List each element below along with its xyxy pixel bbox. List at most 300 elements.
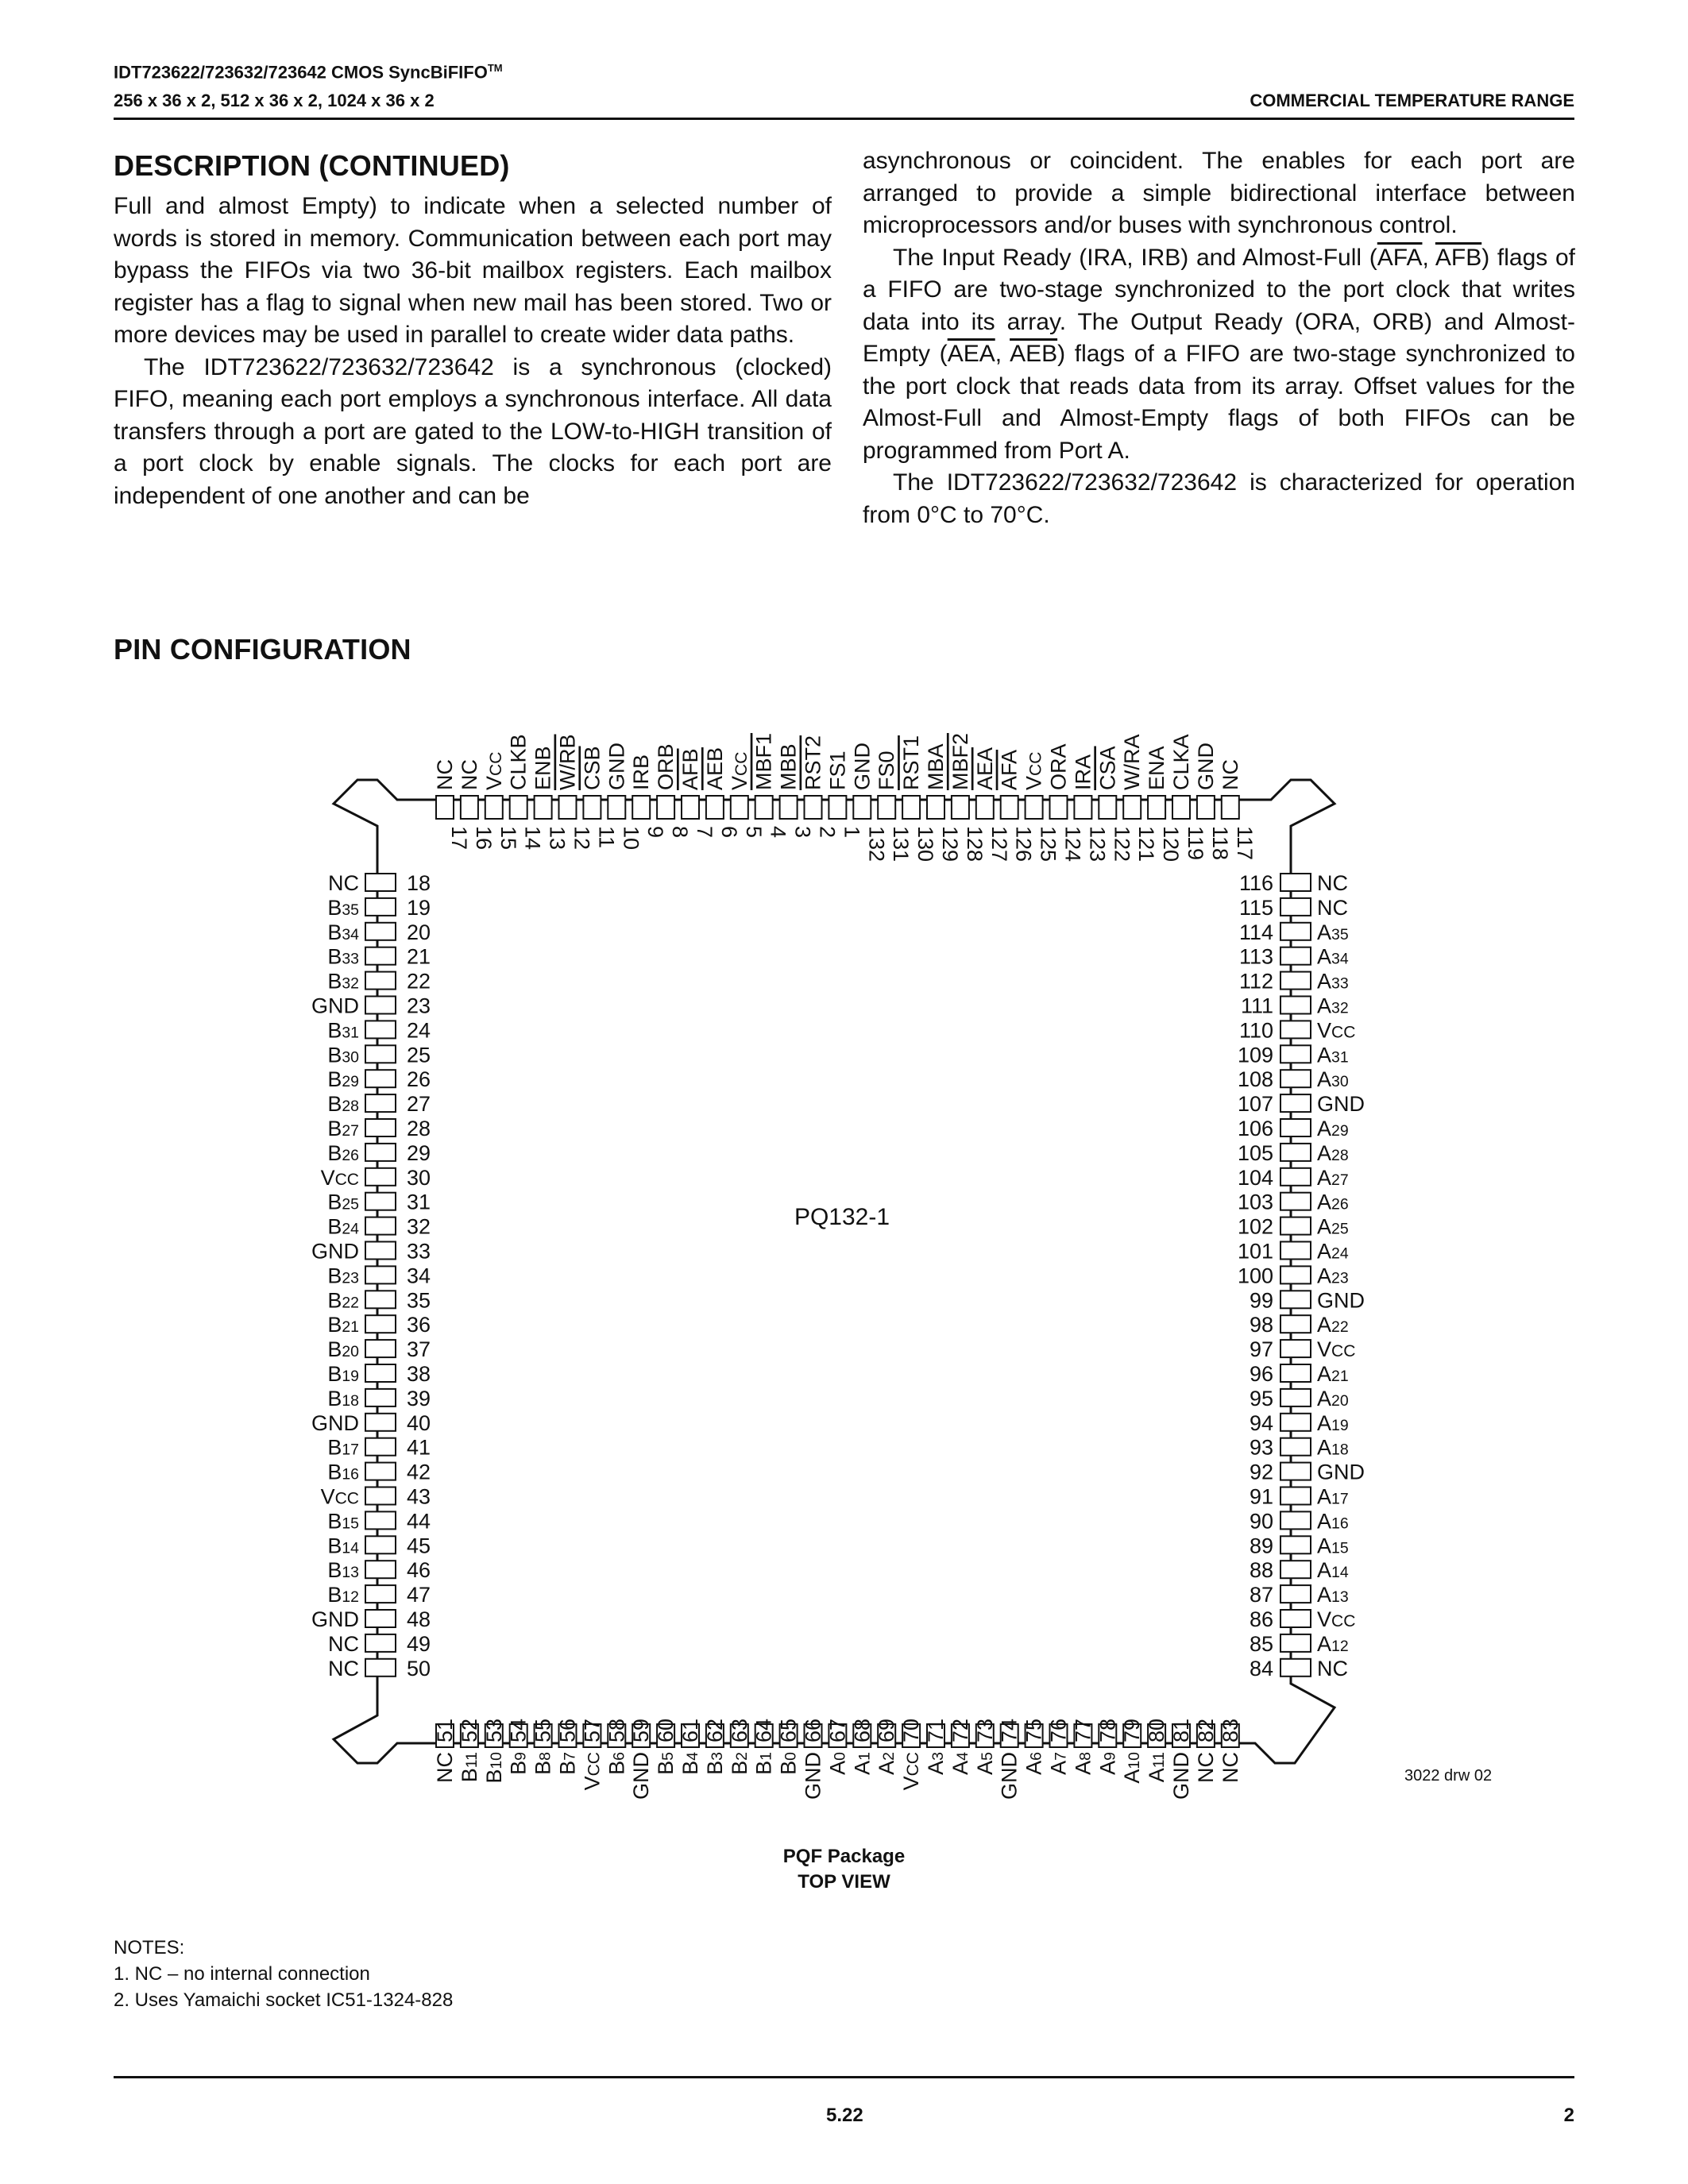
pin-number: 28: [407, 1117, 431, 1140]
pin-number: 7: [693, 826, 717, 839]
pin-number: 87: [1249, 1583, 1273, 1607]
pin-number: 78: [1095, 1719, 1120, 1743]
pin-name: A18: [1317, 1435, 1349, 1460]
pin-pad: [365, 1315, 396, 1333]
pin-name: A26: [1317, 1190, 1349, 1214]
pin-name: A24: [1317, 1239, 1349, 1264]
pin-name: GND: [1169, 1752, 1193, 1800]
description-heading: DESCRIPTION (CONTINUED): [114, 149, 510, 182]
pin-name: B11: [457, 1752, 481, 1783]
pin-name: A33: [1317, 969, 1349, 994]
pin-number: 23: [407, 994, 431, 1018]
pin-number: 54: [506, 1719, 531, 1743]
pin-name: VCC: [481, 751, 506, 790]
pin-number: 49: [407, 1631, 431, 1656]
aeb-signal: $\overline{AEB}$: [1010, 341, 1058, 367]
pin-number: 108: [1237, 1067, 1273, 1092]
pin-name: GND: [629, 1752, 654, 1800]
pin-name: GND: [311, 1607, 359, 1631]
pin-name: A29: [1317, 1117, 1349, 1140]
pin-number: 98: [1249, 1313, 1273, 1337]
pin-name: A2: [875, 1752, 899, 1775]
pin-number: 95: [1249, 1386, 1273, 1410]
pin-number: 91: [1249, 1484, 1273, 1509]
pin-name: IRB: [629, 754, 654, 790]
pin-name: NC: [1218, 759, 1242, 790]
pin-name: MBF1: [751, 732, 776, 790]
pin-number: 12: [570, 826, 594, 851]
pin-name: FS1: [825, 751, 850, 790]
pin-name: B16: [327, 1460, 359, 1484]
pin-number: 64: [751, 1719, 776, 1743]
pin-name: A17: [1317, 1484, 1349, 1509]
pin-pad: [365, 1659, 396, 1677]
pin-name: FS0: [875, 751, 899, 790]
pin-pad: [1280, 1193, 1311, 1210]
pin-pad: [1280, 1291, 1311, 1308]
document-title: IDT723622/723632/723642 CMOS SyncBiFIFO™: [114, 62, 503, 83]
pin-name: NC: [328, 1631, 359, 1656]
pin-number: 74: [997, 1719, 1022, 1743]
pin-number: 109: [1237, 1043, 1273, 1067]
pin-name: CSA: [1095, 746, 1120, 790]
pin-name: NC: [433, 1752, 457, 1783]
pin-name: B2: [727, 1752, 751, 1775]
package-outline: [334, 780, 1335, 1763]
pin-pad: [1280, 1045, 1311, 1063]
pin-pad: [1074, 796, 1091, 819]
pin-name: ENB: [531, 746, 555, 790]
pin-pad: [1280, 1463, 1311, 1480]
pin-name: B18: [327, 1386, 359, 1410]
pin-number: 94: [1249, 1410, 1273, 1435]
pin-number: 120: [1159, 826, 1184, 862]
pin-number: 125: [1036, 826, 1060, 862]
pin-number: 119: [1184, 826, 1207, 861]
pin-number: 60: [654, 1719, 678, 1743]
pin-name: ORA: [1046, 743, 1071, 790]
pin-number: 47: [407, 1583, 431, 1607]
pin-name: VCC: [1317, 1018, 1356, 1043]
pin-number: 82: [1193, 1719, 1218, 1743]
pin-pad: [1280, 1168, 1311, 1186]
pin-name: B22: [327, 1288, 359, 1313]
pin-number: 101: [1237, 1239, 1273, 1264]
pin-number: 38: [407, 1362, 431, 1386]
aea-signal: $\overline{AEA}$: [947, 341, 995, 367]
pin-name: AFB: [678, 748, 702, 790]
pin-pad: [927, 796, 944, 819]
pin-number: 104: [1237, 1165, 1273, 1190]
pin-name: B8: [531, 1752, 555, 1775]
pin-name: B17: [327, 1435, 359, 1460]
pin-number: 63: [727, 1719, 751, 1743]
description-paragraph: The IDT723622/723632/723642 is characterized for operation from 0°C to 70°C.: [863, 469, 1575, 528]
pin-number: 99: [1249, 1288, 1273, 1313]
pin-pad: [1001, 796, 1018, 819]
package-caption: PQF Package: [782, 1846, 906, 1867]
pin-pad: [952, 796, 969, 819]
pin-number: 22: [407, 969, 431, 994]
pin-pad: [365, 1119, 396, 1136]
pin-number: 85: [1249, 1631, 1273, 1656]
pin-name: GND: [1317, 1092, 1365, 1117]
pin-name: VCC: [1317, 1607, 1356, 1631]
pin-pad: [365, 997, 396, 1014]
pin-number: 25: [407, 1043, 431, 1067]
pin-pad: [559, 796, 577, 819]
pin-name: B4: [678, 1752, 702, 1775]
pin-name: B35: [327, 895, 359, 920]
pin-pad: [365, 1488, 396, 1505]
pin-name: VCC: [580, 1752, 605, 1791]
pin-name: VCC: [1317, 1337, 1356, 1362]
pin-number: 121: [1134, 826, 1159, 862]
pin-number: 127: [987, 826, 1011, 862]
pin-name: A32: [1317, 994, 1349, 1018]
pin-name: B25: [327, 1190, 359, 1214]
pin-number: 5: [741, 826, 766, 839]
pin-pad: [1280, 874, 1311, 891]
pin-pad: [365, 1511, 396, 1529]
pin-name: B0: [776, 1752, 801, 1775]
pin-number: 62: [702, 1719, 727, 1743]
pin-pad: [1280, 1389, 1311, 1406]
pin-number: 92: [1249, 1460, 1273, 1484]
pin-pad: [1280, 947, 1311, 965]
pin-name: A11: [1145, 1752, 1169, 1783]
pin-number: 126: [1011, 826, 1036, 862]
footer-rule: [114, 2076, 1574, 2078]
pin-name: B19: [327, 1362, 359, 1386]
pin-number: 110: [1238, 1018, 1273, 1043]
pin-pad: [461, 796, 478, 819]
pin-name: CSB: [580, 746, 605, 790]
pin-name: A34: [1317, 944, 1349, 969]
pin-pad: [365, 1340, 396, 1357]
pin-pad: [1280, 1242, 1311, 1260]
pin-pad: [1148, 796, 1165, 819]
pin-name: A21: [1317, 1362, 1349, 1386]
left-pin-row: [311, 871, 431, 1680]
pin-number: 67: [825, 1719, 850, 1743]
pin-name: VCC: [727, 751, 751, 790]
bottom-pin-row: [433, 1719, 1242, 1800]
pin-number: 116: [1238, 871, 1273, 895]
document-subtitle: 256 x 36 x 2, 512 x 36 x 2, 1024 x 36 x 2: [114, 91, 435, 110]
pin-name: A9: [1095, 1752, 1120, 1775]
pin-number: 103: [1237, 1190, 1273, 1214]
pin-name: A13: [1317, 1583, 1349, 1607]
pin-pad: [1280, 1021, 1311, 1038]
pin-pad: [755, 796, 773, 819]
pin-number: 132: [864, 826, 889, 862]
pin-number: 100: [1237, 1264, 1273, 1288]
pin-pad: [365, 1634, 396, 1652]
pin-number: 77: [1071, 1719, 1095, 1743]
pin-number: 48: [407, 1607, 431, 1631]
pin-name: A14: [1317, 1558, 1349, 1583]
pin-number: 44: [407, 1509, 431, 1534]
pin-name: B28: [327, 1092, 359, 1117]
pin-pad: [365, 1193, 396, 1210]
pin-number: 88: [1249, 1558, 1273, 1583]
pin-name: NC: [1317, 1656, 1348, 1680]
pin-name: AFA: [997, 749, 1022, 790]
pin-number: 34: [407, 1264, 431, 1288]
pin-name: B1: [751, 1752, 776, 1775]
pin-name: B3: [702, 1752, 727, 1775]
pin-name: VCC: [899, 1752, 924, 1791]
pin-name: A28: [1317, 1140, 1349, 1165]
pin-name: A7: [1046, 1752, 1071, 1775]
pin-pad: [853, 796, 871, 819]
pin-number: 57: [580, 1719, 605, 1743]
pin-name: W/RB: [555, 734, 580, 790]
pin-name: A30: [1317, 1067, 1349, 1092]
pin-number: 76: [1046, 1719, 1071, 1743]
pin-name: B7: [555, 1752, 580, 1775]
pin-pad: [1280, 1438, 1311, 1456]
pin-name: A8: [1071, 1752, 1095, 1775]
pin-number: 96: [1249, 1362, 1273, 1386]
pin-number: 3: [790, 826, 815, 839]
pin-pad: [706, 796, 724, 819]
pin-pad: [1280, 972, 1311, 990]
pin-pad: [1280, 1585, 1311, 1603]
flags-paragraph: The Input Ready (IRA, IRB) and Almost-Full ($\overline{AFA}$, $\overline{AFB}$) flags of a FIFO are two-stage synchronized to the port clock that writes data into its array. The Output Ready (ORA, ORB) and Almost-Empty ($\overline{AEA}$, $\overline{AEB}$) flags of a FIFO are two-stage synchronized to the port clock that reads data from its array. Offset values for the Almost-Full and Almost-Empty flags of both FIFOs can be programmed from Port A.: [863, 244, 1575, 464]
pin-pad: [583, 796, 601, 819]
pin-pad: [365, 1045, 396, 1063]
pin-pad: [1280, 1144, 1311, 1161]
pin-name: GND: [311, 994, 359, 1018]
pin-name: VCC: [320, 1165, 359, 1190]
pin-number: 59: [629, 1719, 654, 1743]
pin-number: 24: [407, 1018, 431, 1043]
pin-name: A10: [1120, 1752, 1145, 1784]
pin-pad: [365, 1463, 396, 1480]
pin-number: 53: [481, 1719, 506, 1743]
pin-number: 131: [889, 826, 914, 862]
pin-name: MBA: [924, 743, 948, 790]
pin-pad: [1280, 1610, 1311, 1627]
pin-name: GND: [311, 1239, 359, 1264]
pin-pad: [731, 796, 748, 819]
pin-pad: [1280, 1070, 1311, 1087]
pin-pad: [436, 796, 454, 819]
pin-number: 9: [643, 826, 668, 839]
pin-name: B31: [327, 1018, 359, 1043]
pin-number: 61: [678, 1719, 702, 1743]
pin-name: GND: [850, 743, 875, 790]
pin-name: A16: [1317, 1509, 1349, 1534]
pin-number: 102: [1237, 1214, 1273, 1239]
pin-pad: [1280, 1364, 1311, 1382]
pin-pad: [608, 796, 625, 819]
pin-pad: [365, 1094, 396, 1112]
pin-name: MBB: [776, 743, 801, 790]
pin-name: MBF2: [948, 732, 972, 790]
pin-name: VCC: [320, 1484, 359, 1509]
pin-number: 113: [1238, 944, 1273, 969]
pin-name: A3: [924, 1752, 948, 1775]
pin-pad: [365, 1242, 396, 1260]
pin-number: 10: [619, 826, 643, 851]
pin-name: GND: [1317, 1460, 1365, 1484]
pin-name: A4: [948, 1752, 972, 1775]
pin-name: B29: [327, 1067, 359, 1092]
pin-number: 68: [850, 1719, 875, 1743]
pin-name: GND: [1193, 743, 1218, 790]
pin-number: 89: [1249, 1534, 1273, 1558]
pin-pad: [365, 923, 396, 940]
pin-pad: [878, 796, 895, 819]
pin-number: 66: [801, 1719, 825, 1743]
pin-number: 70: [899, 1719, 924, 1743]
pin-number: 27: [407, 1092, 431, 1117]
pin-number: 37: [407, 1337, 431, 1362]
pin-number: 51: [433, 1719, 457, 1743]
pin-number: 40: [407, 1410, 431, 1435]
pin-name: NC: [1317, 895, 1348, 920]
pin-pad: [1197, 796, 1215, 819]
page-number: 2: [1563, 2105, 1574, 2126]
pin-number: 30: [407, 1165, 431, 1190]
pin-name: A27: [1317, 1165, 1349, 1190]
pin-pad: [632, 796, 650, 819]
pin-pad: [1280, 1217, 1311, 1235]
right-pin-row: [1238, 871, 1365, 1680]
pin-pad: [365, 898, 396, 916]
pin-name: A15: [1317, 1534, 1349, 1558]
pin-name: GND: [801, 1752, 825, 1800]
pin-name: B6: [605, 1752, 629, 1775]
pin-name: NC: [328, 1656, 359, 1680]
pin-number: 84: [1249, 1656, 1273, 1680]
pin-number: 11: [594, 826, 619, 849]
pin-number: 20: [407, 920, 431, 944]
pin-number: 106: [1237, 1117, 1273, 1140]
afa-signal: $\overline{AFA}$: [1377, 244, 1423, 271]
pin-number: 56: [555, 1719, 580, 1743]
pin-pad: [365, 1168, 396, 1186]
pin-name: A6: [1022, 1752, 1046, 1775]
pin-number: 118: [1207, 826, 1232, 861]
pin-pad: [1280, 1561, 1311, 1578]
pin-name: A35: [1317, 920, 1349, 944]
pin-number: 41: [407, 1435, 431, 1460]
pin-number: 90: [1249, 1509, 1273, 1534]
pin-name: GND: [1317, 1288, 1365, 1313]
pin-number: 124: [1060, 826, 1085, 862]
pin-name: RST1: [899, 735, 924, 790]
pin-pad: [365, 1070, 396, 1087]
pin-name: B15: [327, 1509, 359, 1534]
pin-pad: [1280, 1094, 1311, 1112]
pin-pad: [365, 947, 396, 965]
pin-pad: [365, 972, 396, 990]
pin-pad: [1123, 796, 1141, 819]
pin-number: 112: [1238, 969, 1273, 994]
pin-name: GND: [311, 1410, 359, 1435]
pin-pad: [1280, 1119, 1311, 1136]
pin-number: 69: [875, 1719, 899, 1743]
pin-number: 55: [531, 1719, 555, 1743]
afb-signal: $\overline{AFB}$: [1435, 244, 1482, 271]
notes-title: NOTES:: [114, 1937, 185, 1958]
pin-name: A20: [1317, 1386, 1349, 1410]
pin-pad: [365, 874, 396, 891]
pin-name: NC: [1193, 1752, 1218, 1783]
pin-number: 8: [668, 826, 693, 839]
pin-pad: [365, 1266, 396, 1283]
pin-pad: [365, 1585, 396, 1603]
pin-number: 39: [407, 1386, 431, 1410]
pin-number: 21: [407, 944, 431, 969]
description-paragraph: Full and almost Empty) to indicate when a selected number of words is stored in memory. Communication between each port may bypass the FIFOs via two 36-bit mailbox registers. Each mailbox register has a flag to signal when new mail has been stored. Two or more devices may be used in parallel to create wider data paths.: [114, 193, 832, 348]
pin-number: 42: [407, 1460, 431, 1484]
pin-name: CLKB: [506, 734, 531, 790]
pin-number: 123: [1085, 826, 1110, 862]
pin-pad: [365, 1536, 396, 1553]
section-number: 5.22: [826, 2105, 863, 2126]
pin-number: 1: [840, 826, 864, 839]
pin-number: 65: [776, 1719, 801, 1743]
pin-number: 107: [1237, 1092, 1273, 1117]
pin-name: B27: [327, 1117, 359, 1140]
pin-pad: [1280, 898, 1311, 916]
pin-name: B10: [481, 1752, 506, 1784]
pin-number: 117: [1232, 826, 1257, 861]
pin-name: A25: [1317, 1214, 1349, 1239]
pin-pad: [365, 1561, 396, 1578]
pin-pad: [829, 796, 846, 819]
pin-name: B24: [327, 1214, 359, 1239]
pin-name: A12: [1317, 1631, 1349, 1656]
pin-number: 35: [407, 1288, 431, 1313]
pin-number: 13: [545, 826, 570, 851]
pin-name: B12: [327, 1583, 359, 1607]
pin-name: NC: [1218, 1752, 1242, 1783]
pin-pad: [365, 1217, 396, 1235]
pin-number: 31: [407, 1190, 431, 1214]
notes: [114, 1935, 453, 2013]
pin-name: IRA: [1071, 754, 1095, 790]
pin-pad: [1026, 796, 1043, 819]
pin-name: NC: [433, 759, 457, 790]
pin-name: B5: [654, 1752, 678, 1775]
pin-name: A23: [1317, 1264, 1349, 1288]
pin-name: A22: [1317, 1313, 1349, 1337]
pin-pad: [510, 796, 527, 819]
pin-number: 130: [914, 826, 938, 862]
pin-number: 115: [1238, 895, 1273, 920]
pin-pad: [485, 796, 503, 819]
pin-number: 129: [938, 826, 962, 862]
pin-pad: [780, 796, 798, 819]
note-item: 1. NC – no internal connection: [114, 1963, 370, 1985]
pin-pad: [1280, 1634, 1311, 1652]
pin-pad: [1099, 796, 1116, 819]
pin-number: 16: [471, 826, 496, 851]
pin-name: B20: [327, 1337, 359, 1362]
pin-pad: [1222, 796, 1239, 819]
pin-pad: [365, 1610, 396, 1627]
pin-name: A1: [850, 1752, 875, 1775]
pin-name: RST2: [801, 735, 825, 790]
pin-pad: [365, 1414, 396, 1431]
pin-number: 18: [407, 871, 431, 895]
